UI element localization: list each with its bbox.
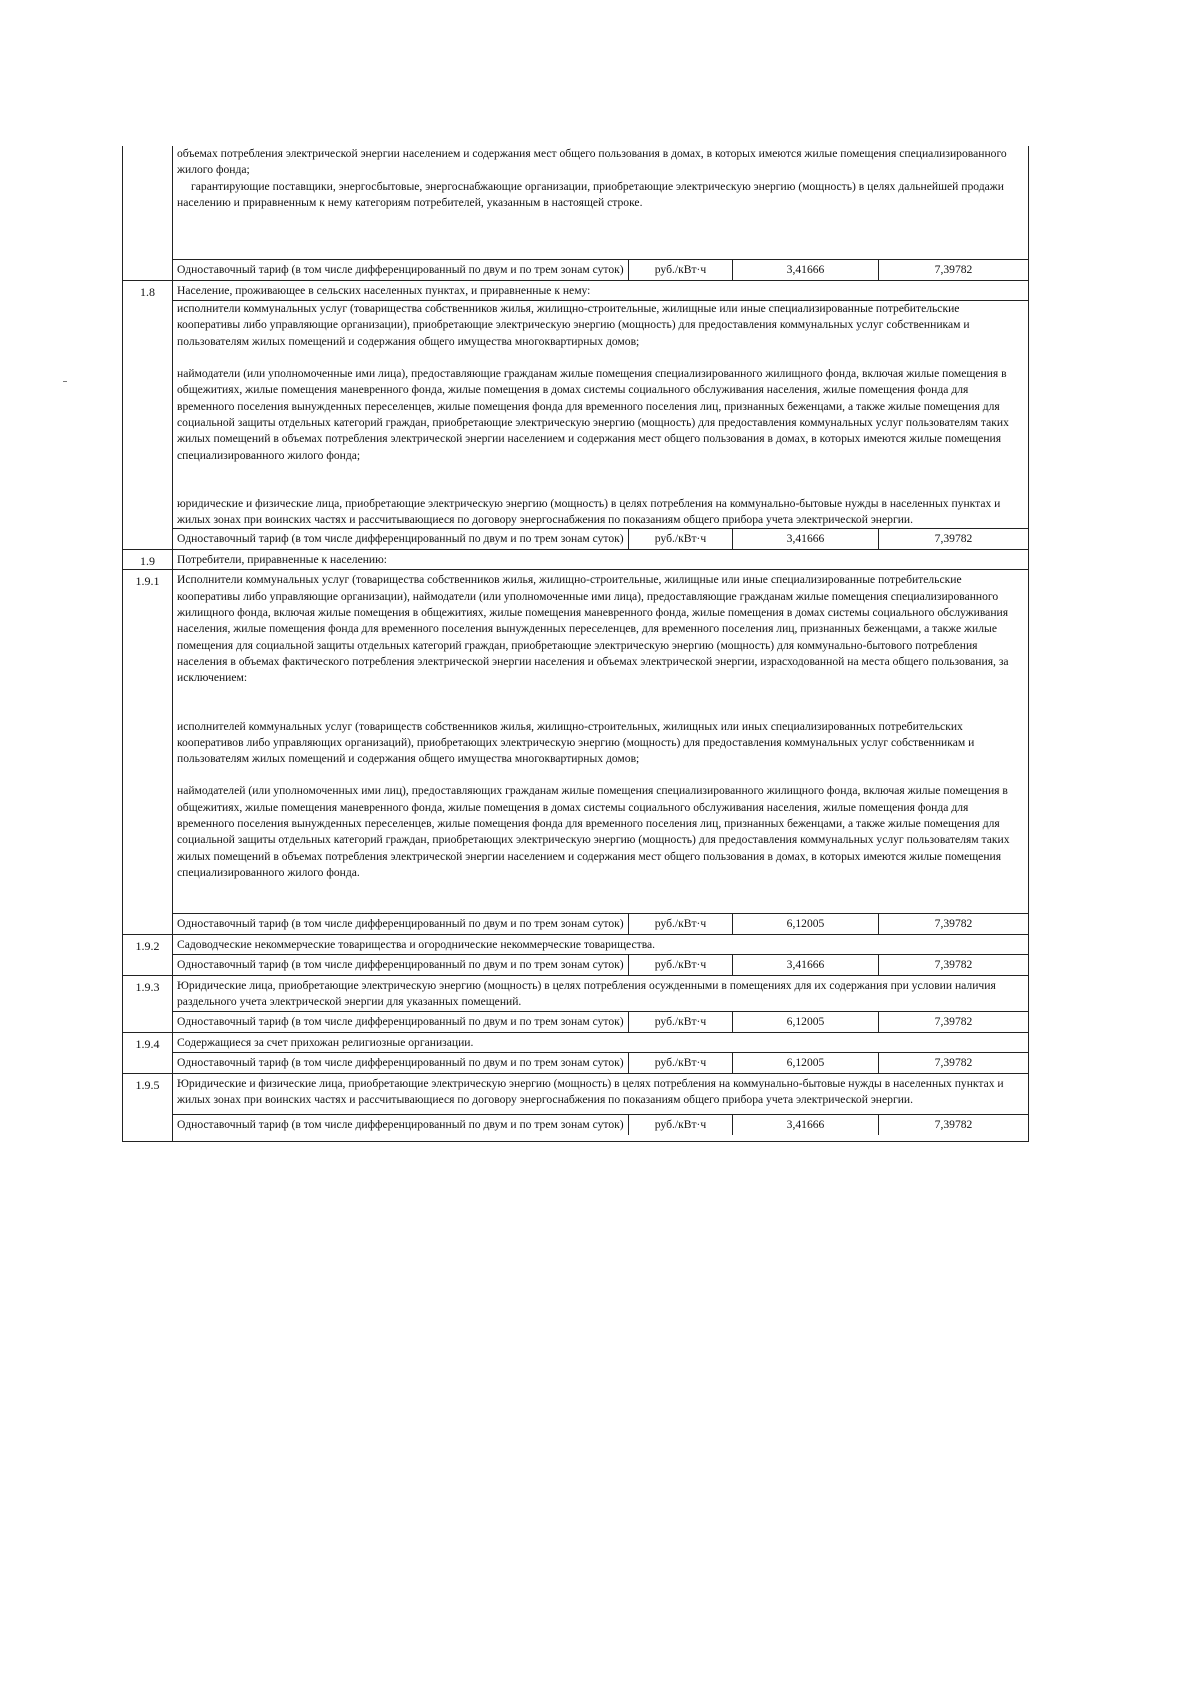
tariff-value-1: 6,12005 <box>733 1053 879 1073</box>
section-heading: Население, проживающее в сельских населенных пунктах, и приравненные к нему: <box>173 281 1028 301</box>
tariff-value-2: 7,39782 <box>934 917 973 931</box>
section-number <box>122 146 172 280</box>
tariff-unit: руб./кВт·ч <box>629 914 733 934</box>
tariff-unit: руб./кВт·ч <box>629 955 733 975</box>
tariff-row <box>173 1012 1028 1032</box>
section-number: 1.9.2 <box>122 935 172 975</box>
tariff-label: Одноставочный тариф (в том числе дифференцированный по двум и по трем зонам суток) <box>173 260 629 280</box>
tariff-value-1: 3,41666 <box>733 529 879 549</box>
section-number: 1.8 <box>122 281 172 549</box>
section-heading: Содержащиеся за счет прихожан религиозные организации. <box>173 1033 1028 1053</box>
tariff-row <box>173 1115 1028 1141</box>
tariff-row <box>173 1053 1028 1073</box>
tariff-value-1: 6,12005 <box>733 914 879 934</box>
tariff-label: Одноставочный тариф (в том числе дифференцированный по двум и по трем зонам суток) <box>173 529 629 549</box>
section-1-9 <box>122 549 1029 569</box>
scan-mark <box>63 381 67 382</box>
section-heading: Юридические и физические лица, приобретающие электрическую энергию (мощность) в целях потребления на коммунально-бытовые нужды в населенных пунктах и жилых зонах при воинских частях и рассчитывающиеся по договору энергоснабжения по показаниям общего прибора учета электрической энергии. <box>173 1074 1028 1115</box>
paragraph: наймодатели (или уполномоченные ими лица), предоставляющие гражданам жилые помещения специализированного жилищного фонда, включая жилые помещения в общежитиях, жилые помещения маневренного фонда, жилые помещения в домах системы социального обслуживания населения, жилые помещения фонда для временного поселения вынужденных переселенцев, жилые помещения фонда для временного поселения лиц, признанных беженцами, а также жилые помещения для социальной защиты отдельных категорий граждан, приобретающие электрическую энергию (мощность) для предоставления коммунальных услуг пользователям таких жилых помещений в объемах потребления электрической энергии населением и содержания мест общего пользования в домах, в которых имеются жилые помещения специализированного жилого фонда; <box>177 367 1009 462</box>
section-continuation <box>122 146 1029 280</box>
tariff-label: Одноставочный тариф (в том числе дифференцированный по двум и по трем зонам суток) <box>173 914 629 934</box>
tariff-value-2: 7,39782 <box>934 263 973 277</box>
paragraph: объемах потребления электрической энергии населением и содержания мест общего пользования в домах, в которых имеются жилые помещения специализированного жилого фонда; <box>177 147 1007 177</box>
section-1-9-3 <box>122 975 1029 1032</box>
tariff-unit: руб./кВт·ч <box>629 260 733 280</box>
tariff-value-1: 6,12005 <box>733 1012 879 1032</box>
section-1-9-1 <box>122 569 1029 934</box>
tariff-unit: руб./кВт·ч <box>629 1012 733 1032</box>
paragraph: наймодателей (или уполномоченных ими лиц), предоставляющих гражданам жилые помещения специализированного жилищного фонда, включая жилые помещения в общежитиях, жилые помещения маневренного фонда, жилые помещения в домах системы социального обслуживания населения, жилые помещения фонда для временного поселения вынужденных переселенцев, жилые помещения фонда для временного поселения лиц, признанных беженцами, а также жилые помещения для социальной защиты отдельных категорий граждан, приобретающих электрическую энергию (мощность) для предоставления коммунальных услуг пользователям таких жилых помещений в объемах потребления электрической энергии населением и содержания мест общего пользования в домах, в которых имеются жилые помещения специализированного жилого фонда. <box>177 784 1010 879</box>
tariff-unit: руб./кВт·ч <box>629 1115 733 1135</box>
tariff-label: Одноставочный тариф (в том числе дифференцированный по двум и по трем зонам суток) <box>173 955 629 975</box>
tariff-value-1: 3,41666 <box>733 260 879 280</box>
tariff-row <box>173 955 1028 975</box>
section-number: 1.9 <box>122 550 172 569</box>
section-heading: Потребители, приравненные к населению: <box>177 553 388 567</box>
section-number: 1.9.4 <box>122 1033 172 1073</box>
tariff-table <box>122 146 1029 1142</box>
tariff-value-2: 7,39782 <box>934 1056 973 1070</box>
paragraph: исполнителей коммунальных услуг (товариществ собственников жилья, жилищно-строительных, жилищных или иных специализированных потребительских кооперативов либо управляющих организаций), приобретающих электрическую энергию (мощность) для предоставления коммунальных услуг собственникам и пользователям жилых помещений и содержания общего имущества многоквартирных домов; <box>177 719 975 766</box>
tariff-value-2: 7,39782 <box>934 958 973 972</box>
paragraph: исполнители коммунальных услуг (товарищества собственников жилья, жилищно-строительные, жилищные или иные специализированные потребительские кооперативы либо управляющие организации), приобретающие электрическую энергию (мощность) для предоставления коммунальных услуг собственникам и пользователям жилых помещений и содержания общего имущества многоквартирных домов; <box>177 302 970 348</box>
tariff-value-2: 7,39782 <box>934 1118 973 1132</box>
paragraph: Исполнители коммунальных услуг (товарищества собственников жилья, жилищно-строительные, жилищные или иные специализированные потребительские кооперативы либо управляющие организации), наймодатели (или уполномоченные ими лица), предоставляющие гражданам жилые помещения специализированного жилищного фонда, включая жилые помещения в общежитиях, жилые помещения маневренного фонда, жилые помещения в домах системы социального обслуживания населения, жилые помещения фонда для временного поселения вынужденных переселенцев, для временного поселения лиц, признанных беженцами, а также жилые помещения для социальной защиты отдельных категорий граждан, приобретающие электрическую энергию (мощность) для коммунально-бытового потребления населения в объемах фактического потребления электрической энергии населения и объемах электрической энергии, израсходованной на места общего пользования, за исключением: <box>177 573 1009 685</box>
section-number: 1.9.1 <box>122 570 172 934</box>
tariff-unit: руб./кВт·ч <box>629 529 733 549</box>
section-heading: Юридические лица, приобретающие электрическую энергию (мощность) в целях потребления осужденными в помещениях для их содержания при условии наличия раздельного учета электрической энергии для указанных помещений. <box>173 976 1028 1012</box>
tariff-label: Одноставочный тариф (в том числе дифференцированный по двум и по трем зонам суток) <box>173 1115 629 1135</box>
tariff-value-1: 3,41666 <box>733 955 879 975</box>
tariff-unit: руб./кВт·ч <box>629 1053 733 1073</box>
tariff-value-2: 7,39782 <box>934 1015 973 1029</box>
section-1-9-4 <box>122 1032 1029 1073</box>
section-number: 1.9.5 <box>122 1074 172 1141</box>
tariff-row <box>173 528 1028 549</box>
section-heading: Садоводческие некоммерческие товарищества и огороднические некоммерческие товарищества. <box>173 935 1028 955</box>
section-number: 1.9.3 <box>122 976 172 1032</box>
tariff-label: Одноставочный тариф (в том числе дифференцированный по двум и по трем зонам суток) <box>173 1053 629 1073</box>
tariff-value-2: 7,39782 <box>934 532 973 546</box>
paragraph: юридические и физические лица, приобретающие электрическую энергию (мощность) в целях потребления на коммунально-бытовые нужды в населенных пунктах и жилых зонах при воинских частях и рассчитывающиеся по договору энергоснабжения по показаниям общего прибора учета электрической энергии. <box>177 496 1001 527</box>
section-1-9-5 <box>122 1073 1029 1142</box>
section-1-8 <box>122 280 1029 549</box>
tariff-label: Одноставочный тариф (в том числе дифференцированный по двум и по трем зонам суток) <box>173 1012 629 1032</box>
section-1-9-2 <box>122 934 1029 975</box>
tariff-value-1: 3,41666 <box>733 1115 879 1135</box>
tariff-row <box>173 259 1028 280</box>
tariff-row <box>173 913 1028 934</box>
paragraph: гарантирующие поставщики, энергосбытовые, энергоснабжающие организации, приобретающие электрическую энергию (мощность) в целях дальнейшей продажи населению и приравненным к нему категориям потребителей, указанным в настоящей строке. <box>177 179 1004 209</box>
